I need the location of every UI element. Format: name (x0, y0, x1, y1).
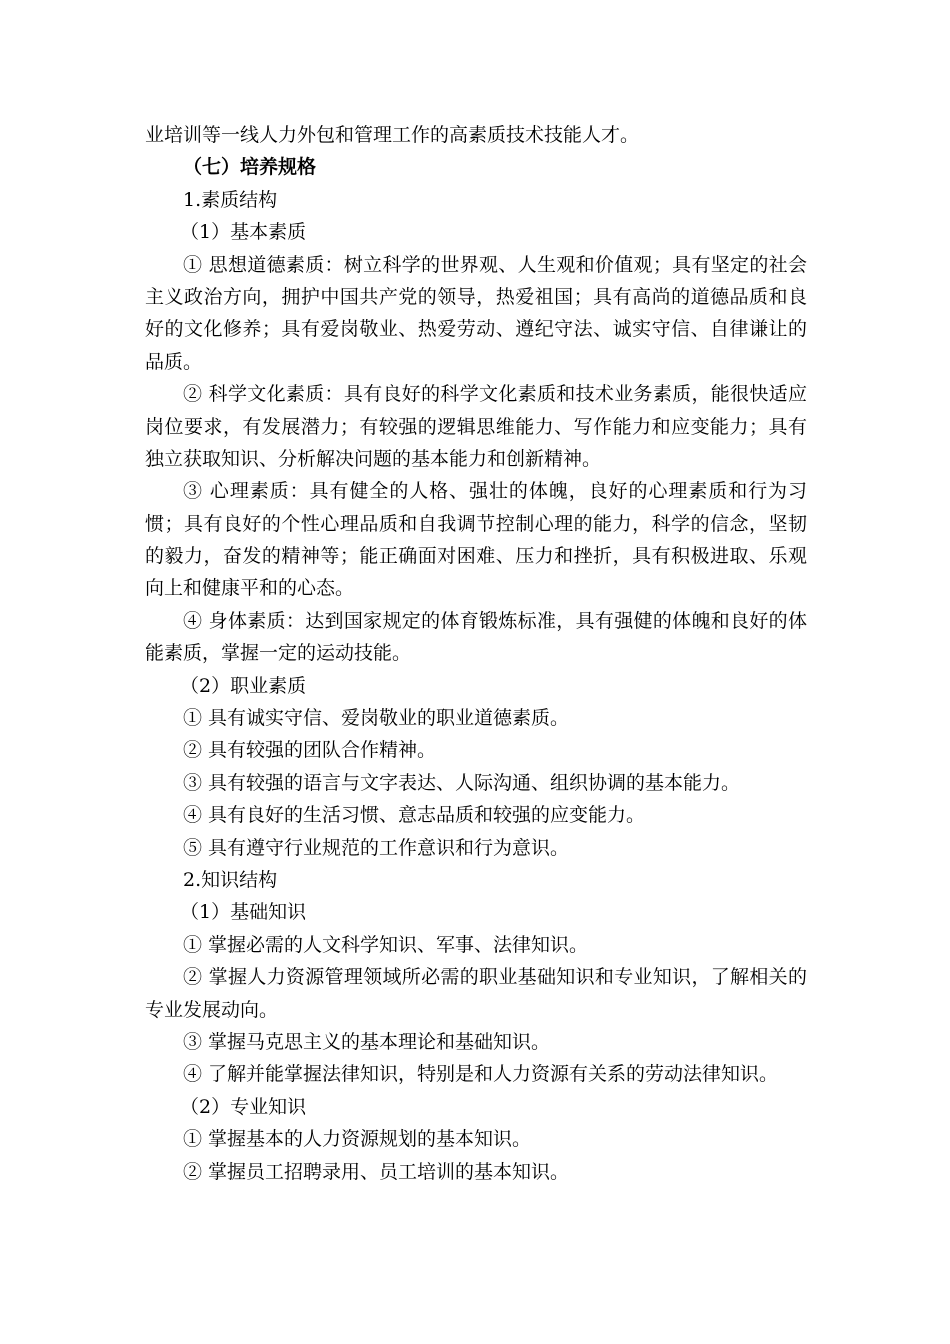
text-line: ① 掌握基本的人力资源规划的基本知识。 (183, 1128, 532, 1151)
text-line: ③ 掌握马克思主义的基本理论和基础知识。 (183, 1030, 551, 1053)
text-line: ③ 具有较强的语言与文字表达、人际沟通、组织协调的基本能力。 (183, 771, 741, 794)
text-line: 1.素质结构 (183, 188, 278, 211)
text-line: 的毅力，奋发的精神等；能正确面对困难、压力和挫折，具有积极进取、乐观 (145, 545, 807, 568)
text-line: （1）基本素质 (180, 221, 307, 244)
text-line: 能素质，掌握一定的运动技能。 (145, 642, 412, 665)
text-line: 业培训等一线人力外包和管理工作的高素质技术技能人才。 (145, 124, 640, 146)
text-line: （1）基础知识 (180, 901, 307, 924)
text-line: ① 掌握必需的人文科学知识、军事、法律知识。 (183, 933, 589, 956)
text-line: 主义政治方向，拥护中国共产党的领导，热爱祖国；具有高尚的道德品质和良 (145, 285, 807, 308)
text-line: 向上和健康平和的心态。 (145, 577, 355, 600)
document-body (145, 119, 807, 1188)
text-line: 品质。 (145, 350, 203, 373)
text-line: （2）专业知识 (180, 1095, 307, 1118)
text-line: 岗位要求，有发展潜力；有较强的逻辑思维能力、写作能力和应变能力；具有 (145, 415, 807, 438)
text-line: ① 思想道德素质：树立科学的世界观、人生观和价值观；具有坚定的社会 (183, 253, 807, 276)
text-line: ② 具有较强的团队合作精神。 (183, 739, 437, 762)
text-line: 2.知识结构 (183, 868, 278, 891)
text-line: ④ 身体素质：达到国家规定的体育锻炼标准，具有强健的体魄和良好的体 (183, 609, 807, 632)
text-line: ③ 心理素质：具有健全的人格、强壮的体魄，良好的心理素质和行为习 (183, 480, 807, 503)
text-line: ④ 了解并能掌握法律知识，特别是和人力资源有关系的劳动法律知识。 (183, 1063, 779, 1086)
text-line: ② 科学文化素质：具有良好的科学文化素质和技术业务素质，能很快适应 (183, 383, 807, 406)
text-line: （2）职业素质 (180, 674, 307, 697)
text-line: 独立获取知识、分析解决问题的基本能力和创新精神。 (145, 447, 602, 470)
text-line: ② 掌握人力资源管理领域所必需的职业基础知识和专业知识，了解相关的 (183, 966, 807, 989)
section-heading: （七）培养规格 (183, 156, 317, 179)
text-line: ⑤ 具有遵守行业规范的工作意识和行为意识。 (183, 836, 570, 859)
text-line: ① 具有诚实守信、爱岗敬业的职业道德素质。 (183, 707, 570, 730)
text-line: 好的文化修养；具有爱岗敬业、热爱劳动、遵纪守法、诚实守信、自律谦让的 (145, 318, 807, 341)
text-line: 惯；具有良好的个性心理品质和自我调节控制心理的能力，科学的信念，坚韧 (145, 512, 807, 535)
text-line: 专业发展动向。 (145, 998, 279, 1021)
text-line: ② 掌握员工招聘录用、员工培训的基本知识。 (183, 1160, 570, 1183)
text-line: ④ 具有良好的生活习惯、意志品质和较强的应变能力。 (183, 804, 646, 827)
